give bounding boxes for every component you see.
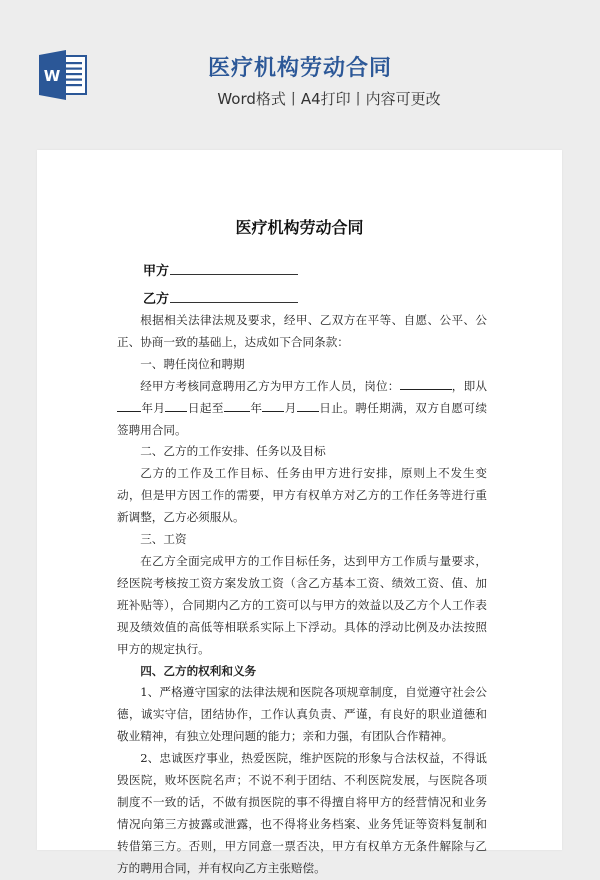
section-2-heading: 二、乙方的工作安排、任务以及目标 <box>140 444 326 459</box>
section-1-paragraph <box>117 376 487 442</box>
party-a-field[interactable] <box>143 260 298 281</box>
intro-paragraph: 根据相关法律法规及要求，经甲、乙双方在平等、自愿、公平、公正、协商一致的基础上，达成如下合同条款： <box>117 313 487 349</box>
section-1-heading: 一、聘任岗位和聘期 <box>140 356 245 371</box>
start-day-blank[interactable] <box>165 399 187 412</box>
party-a-label: 甲方 <box>143 264 170 279</box>
document-page <box>37 150 562 875</box>
section-4-paragraph-2: 2、忠诚医疗事业，热爱医院，维护医院的形象与合法权益，不得诋毁医院，败坏医院名声；不说不利于团结、不利医院发展，与医院各项制度不一致的话，不做有损医院的事不得擅自将甲方的经营情况和业务情况向第三方披露或泄露，也不得将业务档案、业务凭证等资料复制和转借第三方。否则，甲方同意一票否决，甲方有权单方无条件解除与乙方的聘用合同，并有权向乙方主张赔偿。 <box>117 751 487 875</box>
party-b-label: 乙方 <box>143 292 170 307</box>
party-b-blank[interactable] <box>170 288 298 303</box>
section-2-paragraph: 乙方的工作及工作目标、任务由甲方进行安排，原则上不发生变动，但是甲方因工作的需要，甲方有权单方对乙方的工作任务等进行重新调整，乙方必须服从。 <box>117 466 487 525</box>
section-4-paragraph-1: 1、严格遵守国家的法律法规和医院各项规章制度，自觉遵守社会公德，诚实守信，团结协作，工作认真负责、严谨，有良好的职业道德和敬业精神，有独立处理问题的能力；亲和力强，有团队合作精神。 <box>117 685 487 744</box>
party-b-field[interactable] <box>143 288 298 309</box>
svg-text:W: W <box>43 67 61 85</box>
section-3-paragraph: 在乙方全面完成甲方的工作目标任务，达到甲方工作质与量要求，经医院考核按工资方案发放工资（含乙方基本工资、绩效工资、值、加班补贴等），合同期内乙方的工资可以与甲方的效益以及乙方个人工作表现及绩效值的高低等相联系实际上下浮动。具体的浮动比例及办法按照甲方的规定执行。 <box>117 553 487 656</box>
party-a-blank[interactable] <box>170 260 298 275</box>
section-3-heading: 三、工资 <box>140 532 187 547</box>
header-title: 医疗机构劳动合同 <box>207 56 392 81</box>
end-month-blank[interactable] <box>262 399 284 412</box>
text-span: 月 <box>284 400 297 415</box>
text-span: 经甲方考核同意聘用乙方为甲方工作人员，岗位： <box>140 378 400 393</box>
text-span: 日起至 <box>187 400 224 415</box>
start-year-blank[interactable] <box>117 399 141 412</box>
section-4-heading: 四、乙方的权利和义务 <box>140 663 257 678</box>
text-span: 年月 <box>141 400 166 415</box>
text-span: 日止。聘任期满，双方自愿可续签聘用合同。 <box>117 400 487 437</box>
document-body <box>117 310 487 880</box>
end-year-blank[interactable] <box>224 399 250 412</box>
text-span: ，即从 <box>451 378 487 393</box>
document-title: 医疗机构劳动合同 <box>235 218 364 237</box>
position-blank[interactable] <box>400 377 452 390</box>
end-day-blank[interactable] <box>297 399 319 412</box>
text-span: 年 <box>249 400 263 415</box>
header-subtitle: Word格式丨A4打印丨内容可更改 <box>217 90 441 108</box>
